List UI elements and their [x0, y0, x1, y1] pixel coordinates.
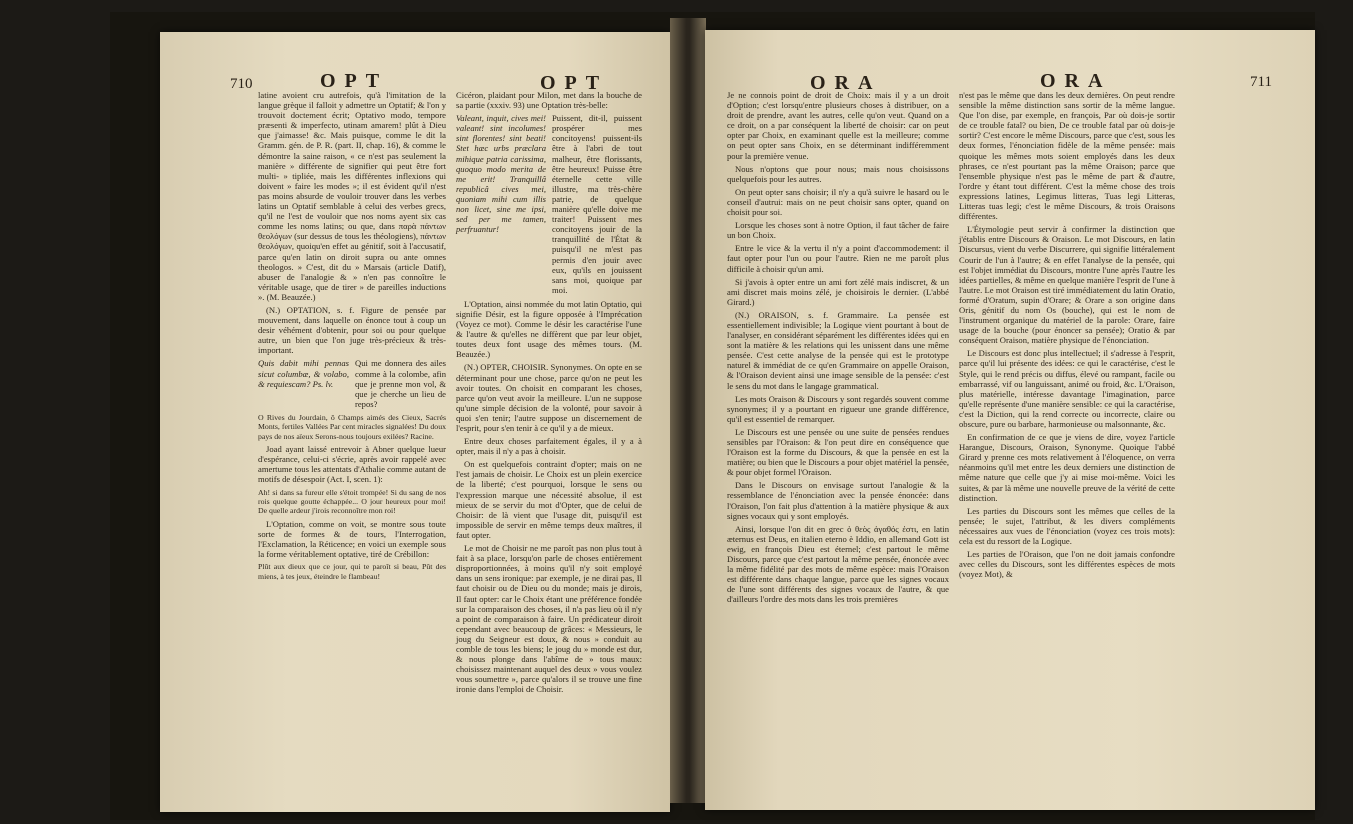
paragraph: Entre le vice & la vertu il n'y a point d'accommodement: il faut opter pour l'un ou pour l'autre. Rien ne me paroît plus difficile à choisir qu'un ami.	[727, 243, 949, 274]
paragraph: Les parties du Discours sont les mêmes que celles de la pensée; le sujet, l'attribut, & les divers compléments nécessaires aux vues de l'énonciation (voyez ces trois mots): cela est du ressort de la Logique.	[959, 505, 1175, 547]
left-page	[160, 32, 670, 812]
left-running-head-2: OPT	[540, 72, 609, 94]
paragraph: Le mot de Choisir ne me paroît pas non plus tout à fait à sa place, lorsqu'on parle de choses entièrement disproportionnées, à moins qu'il n'y soit employé dans un sens ironique: par exemple, je ne dirai pas, Il faut choisir ou de Dieu ou du monde; mais je dirois, Il faut opter: car le Choix étant une préférence fondée sur la comparaison des choses, il n'a pas lieu où il n'y a point de comparaison à faire. Un prédicateur diroit cependant avec beaucoup de grâces: « Messieurs, le joug du Seigneur est doux, & nous » conduit au comble de tous les biens; le joug du » monde est dur, & nous plonge dans l'abîme de » tous maux: choisissez maintenant auquel des deux » vous voulez vous soumettre », parce qu'alors il se trouve une fine ironie dans l'emploi de Choisir.	[456, 543, 642, 695]
paragraph: Les mots Oraison & Discours y sont regardés souvent comme synonymes; il y a pourtant en rigueur une grande différence, qu'il est essentiel de remarquer.	[727, 393, 949, 424]
paragraph: Lorsque les choses sont à notre Option, il faut tâcher de faire un bon Choix.	[727, 220, 949, 241]
right-page	[705, 30, 1315, 810]
paragraph: Nous n'optons que pour nous; mais nous choisissons quelquefois pour les autres.	[727, 163, 949, 184]
paragraph: Les parties de l'Oraison, que l'on ne doit jamais confondre avec celles du Discours, sont les différentes espèces de mots (voyez Mot), &	[959, 549, 1175, 580]
left-column-1	[258, 90, 446, 584]
paragraph: L'Optation, ainsi nommée du mot latin Optatio, qui signifie Désir, est la figure opposée à l'Imprécation (Voyez ce mot). Comme le désir les caractérise l'une & l'autre & qu'elles ne diffèrent que par leur objet, toutes deux font usage des mêmes tours. (M. Beauzée.)	[456, 298, 642, 360]
verse-french: Qui me donnera des ailes comme à la colombe, afin que je prenne mon vol, & que je cherche un lieu de repos?	[355, 358, 446, 409]
left-column-2	[456, 90, 642, 697]
right-page-number: 711	[1250, 74, 1272, 90]
paragraph: Cicéron, plaidant pour Milon, met dans la bouche de sa partie (xxxiv. 93) une Optation très-belle:	[456, 90, 642, 111]
left-running-head-1: OPT	[320, 70, 389, 92]
paragraph: latine avoient cru autrefois, qu'à l'imitation de la langue grèque il falloit y admettre un Optatif; & l'on y trouvoit doctement écrit; Optativo modo, tempore præsenti & imperfecto, utinam amarem! plût à Dieu que j'aimasse! &c. Mais puisque, comme le dit la Gramm. gén. de P. R. (part. II, chap. 16), & comme le démontre la saine raison, « ce n'est pas seulement la manière » différente de signifier qui peut être fort multi- » tipliée, mais les différentes inflexions qui doivent » faire les modes »; il est évident qu'il n'est pas moins absurde de vouloir trouver dans les verbes latins un Optatif semblable à celui des verbes grecs, qu'il ne l'est de vouloir que nos noms ayent six cas comme les noms latins; ou que, dans παρὰ πάντων θεολόγων (sur dessus de tous les théologiens), πάντων θεολόγων, quoiqu'en effet au génitif, soit à l'accusatif, parce qu'en latin on diroit supra ou ante omnes theologos. » C'est, dit du » Marsais (article Datif), abuser de l'analogie & » n'en pas connoître le véritable usage, que de tirer » de pareilles inductions ». (M. Beauzée.)	[258, 90, 446, 302]
paragraph: On peut opter sans choisir; il n'y a qu'à suivre le hasard ou le conseil d'autrui: mais on ne peut choisir sans opter, quand on choisit pour soi.	[727, 186, 949, 218]
paragraph: Entre deux choses parfaitement égales, il y a à opter, mais il n'y a pas à choisir.	[456, 436, 642, 457]
verse-block	[258, 358, 446, 408]
book-gutter	[670, 18, 706, 803]
poem: Plût aux dieux que ce jour, qui te paroît si beau, Pût des miens, à tes jeux, éteindre le flambeau!	[258, 562, 446, 581]
paragraph: Joad ayant laissé entrevoir à Abner quelque lueur d'espérance, celui-ci s'écrie, après avoir rappelé avec amertume tous les attentats d'Athalie comme autant de motifs de désespoir (Act. I, scen. 1):	[258, 444, 446, 485]
paragraph: En confirmation de ce que je viens de dire, voyez l'article Harangue, Discours, Oraison, Synonyme. Quoique l'abbé Girard y prenne ces mots relativement à l'éloquence, on verra néanmoins qu'il met entre les deux derniers une distinction de même nature que celle que j'y ai mise moi-même. Voici les suites, & par là même une nouvelle preuve de la vérité de cette distinction.	[959, 432, 1175, 503]
paragraph: (N.) OPTER, CHOISIR. Synonymes. On opte en se déterminant pour une chose, parce qu'on ne peut les avoir toutes. On choisit en comparant les choses, parce qu'on veut avoir la meilleure. L'un ne suppose qu'une simple décision de la volonté, pour savoir à quoi s'en tenir; l'autre suppose un discernement de l'esprit, pour s'en tenir à ce qu'il y a de mieux.	[456, 362, 642, 433]
right-column-2	[959, 90, 1175, 582]
cicero-block	[456, 113, 642, 295]
cicero-translation: Puissent, dit-il, puissent prospérer mes concitoyens! puissent-ils être à l'abri de tout malheur, être florissants, être heureux! Puisse être éternelle cette ville illustre, ma très-chère patrie, de quelque manière qu'elle doive me traiter! Puissent mes concitoyens jouir de la tranquillité de l'État & puisqu'il ne m'est pas permis d'en jouir avec eux, qu'ils en jouissent sans moi, quoique par moi.	[552, 113, 642, 295]
paragraph: Je ne connois point de droit de Choix: mais il y a un droit d'Option; c'est lorsqu'entre plusieurs choses à distribuer, on a droit de prendre, avant les autres, celle qu'on veut. Quand on a ce droit, on a par conséquent la liberté de choisir: car on peut opter par Choix, en examinant quelle est la meilleure; comme on peut opter sans Choix, en se déterminant indifféremment pour la première venue.	[727, 90, 949, 161]
paragraph: On est quelquefois contraint d'opter; mais on ne l'est jamais de choisir. Le Choix est un plein exercice de la liberté; c'est pourquoi, lorsque le sens ou l'expression marque une nécessité absolue, il est mieux de se servir du mot d'Opter, que de celui de Choisir: de là vient que l'usage dit, puisqu'il est impossible de servir en même temps deux maîtres, il faut opter.	[456, 459, 642, 540]
right-running-head-2: ORA	[1040, 70, 1112, 92]
paragraph: L'Étymologie peut servir à confirmer la distinction que j'établis entre Discours & Oraison. Le mot Discours, en latin Discursus, vient du verbe Discurrere, qui signifie littéralement Courir de l'un à l'autre; & en effet l'analyse de la pensée, qui est l'objet immédiat du Discours, montre l'une après l'autre les idées partielles, & même en quelque manière l'esprit de l'une à l'autre. Le mot Oraison est tiré immédiatement du latin Oratio, formé d'Oratum, supin d'Orare; & Orare a son origine dans Oris, génitif du nom Os (bouche), qui est le nom de l'instrument organique du matériel de la parole: Orare, faire usage de la bouche (pour énoncer sa pensée); Oratio & par conséquent Oraison, matière physique de l'énonciation.	[959, 224, 1175, 346]
paragraph: Si j'avois à opter entre un ami fort zélé mais indiscret, & un ami discret mais moins zélé, je choisirois le dernier. (L'abbé Girard.)	[727, 276, 949, 307]
paragraph: L'Optation, comme on voit, se montre sous toute sorte de formes & de tours, l'Interrogation, l'Exclamation, la Réticence; en voici un exemple sous la forme véritablement optative, tiré de Crébillon:	[258, 518, 446, 559]
paragraph: Ainsi, lorsque l'on dit en grec ὁ θεὸς ἀγαθός ἐστι, en latin æternus est Deus, en italien eterno è Iddio, en allemand Gott ist ewig, en françois Dieu est éternel; c'est partout le même Discours, parce que c'est partout la même pensée, énoncée avec la même fidélité par des mots de même espèce: mais l'Oraison est différente dans chaque langue, parce que les signes vocaux de l'une sont différents des signes vocaux de l'autre, & que d'ailleurs l'ordre des mots dans les trois premières	[727, 523, 949, 605]
poem: Ah! si dans sa fureur elle s'étoit trompée! Si du sang de nos rois quelque goutte échappée... O jour heureux pour moi! De quelle ardeur j'irois reconnoître mon roi!	[258, 487, 446, 516]
verse-latin: Quis dabit mihi pennas sicut columbæ, & volabo, & requiescam? Ps. lv.	[258, 358, 349, 389]
verse-cicero: Valeant, inquit, cives mei! valeant! sint incolumes! sint florentes! sint beati! Stet hæc urbs præclara mihique patria carissima, quoquo modo merita de me erit! Tranquillâ republicâ cives mei, quoniam mihi cum illis non licet, sine me ipsi, sed per me tamen, perfruantur!	[456, 113, 546, 235]
paragraph: Dans le Discours on envisage surtout l'analogie & la ressemblance de l'énonciation avec la pensée énoncée: dans l'Oraison, l'on fait plus d'attention à la matière physique & aux signes vocaux qui y sont employés.	[727, 480, 949, 521]
right-column-1	[727, 90, 949, 608]
left-page-number: 710	[230, 76, 253, 92]
right-running-head-1: ORA	[810, 72, 882, 94]
paragraph: n'est pas le même que dans les deux dernières. On peut rendre sensible la même distinction sans sortir de la même langue. Que l'on dise, par exemple, en françois, Par où dois-je sortir de ce trouble fatal? ou bien, De ce trouble fatal par où dois-je sortir? C'est encore le même Discours, parce que c'est, sous les deux formes, l'énonciation fidèle de la même pensée: mais quoique les mêmes mots soient employés dans les deux phrases, ce n'est pourtant pas la même Oraison; parce que l'ensemble physique n'est pas le même de part & d'autre, l'ordre y étant tout différent. C'est la même chose des trois expressions latines, Legimus litteras, Tuas legi Litteras, Litteras tuas legi; c'est le même Discours, & trois Oraisons différentes.	[959, 90, 1175, 222]
paragraph: (N.) ORAISON, s. f. Grammaire. La pensée est essentiellement indivisible; la Logique vient pourtant à bout de l'analyser, en considérant séparément les différentes idées qui en sont la matière & les relations qui les unissent dans une même pensée. C'est cette analyse de la pensée qui est le prototype naturel & immédiat de ce qu'en Grammaire on appelle Oraison, & l'Oraison devient ainsi une image sensible de la pensée: c'est le sens du mot dans le langage grammatical.	[727, 309, 949, 391]
paragraph: Le Discours est une pensée ou une suite de pensées rendues sensibles par l'Oraison: & l'on peut dire en conséquence que l'Oraison est la forme du Discours, & que la pensée en est la matière; ou bien que le Discours a pour objet matériel la pensée, & pour objet formel l'Oraison.	[727, 426, 949, 478]
paragraph: (N.) OPTATION, s. f. Figure de pensée par mouvement, dans laquelle on énonce tout à coup un desir véhément d'obtenir, pour soi ou pour quelque autre, un bien que l'on juge très-précieux & très-important.	[258, 304, 446, 356]
poem: O Rives du Jourdain, ô Champs aimés des Cieux, Sacrés Monts, fertiles Vallées Par cent miracles signalées! Du doux pays de nos aïeux Serons-nous toujours exilées? Racine.	[258, 412, 446, 441]
paragraph: Le Discours est donc plus intellectuel; il s'adresse à l'esprit, parce qu'il lui présente des idées: ce qui le caractérise, c'est le Style, qui le rend précis ou diffus, élevé ou rampant, facile ou embarrassé, vif ou languissant, animé ou froid, &c. L'Oraison, plus matérielle, intéresse davantage l'imagination, parce qu'elle représente d'une manière sensible: ce qui la caractérise, c'est la Diction, qui la rend correcte ou incorrecte, claire ou obscure, pure ou barbare, harmonieuse ou malsonnante, &c.	[959, 348, 1175, 429]
